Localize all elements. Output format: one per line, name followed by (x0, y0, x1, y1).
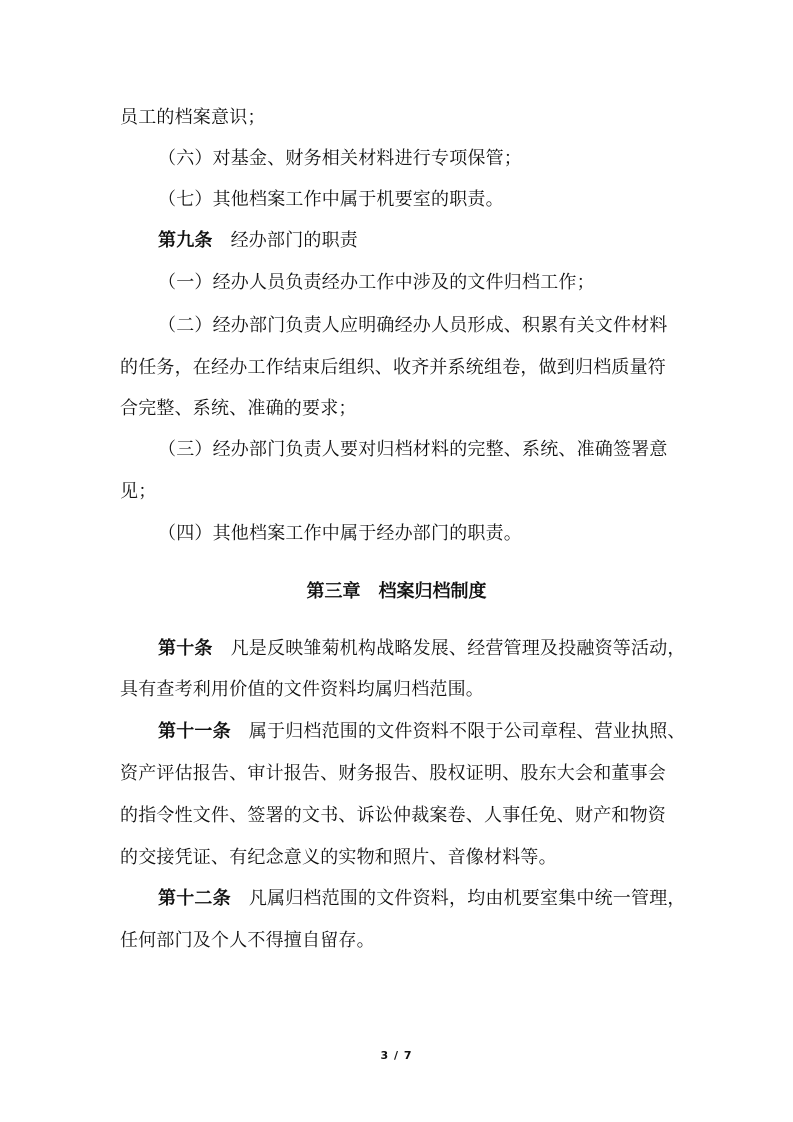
chapter-title: 档案归档制度 (378, 581, 487, 602)
article-text: 凡属归档范围的文件资料，均由机要室集中统一管理， (248, 888, 686, 909)
article-label: 第十一条 (158, 721, 231, 742)
paragraph-line: 的任务，在经办工作结束后组织、收齐并系统组卷，做到归档质量符 (120, 357, 666, 378)
paragraph-line: （四）其他档案工作中属于经办部门的职责。 (158, 523, 522, 544)
paragraph-line: 的指令性文件、签署的文书、诉讼仲裁案卷、人事任免、财产和物资 (120, 805, 666, 826)
paragraph-line: 合完整、系统、准确的要求； (120, 398, 357, 419)
article-12-line-1 (158, 887, 686, 911)
article-title: 经办部门的职责 (230, 230, 359, 251)
chapter-label: 第三章 (306, 581, 361, 602)
article-label: 第九条 (158, 230, 213, 251)
article-text: 属于归档范围的文件资料不限于公司章程、营业执照、 (248, 721, 686, 742)
paragraph-line: 具有查考利用价值的文件资料均属归档范围。 (120, 679, 484, 700)
paragraph-line: （一）经办人员负责经办工作中涉及的文件归档工作； (158, 272, 595, 293)
article-label: 第十条 (158, 638, 213, 659)
paragraph-line: （三）经办部门负责人要对归档材料的完整、系统、准确签署意 (158, 439, 668, 460)
page-number: 3 / 7 (380, 1049, 413, 1062)
chapter-heading (0, 580, 793, 604)
article-label: 第十二条 (158, 888, 231, 909)
article-9-heading (158, 229, 358, 253)
article-10-line-1 (158, 637, 686, 661)
paragraph-line: 资产评估报告、审计报告、财务报告、股权证明、股东大会和董事会 (120, 763, 666, 784)
paragraph-line: 任何部门及个人不得擅自留存。 (120, 930, 375, 951)
article-11-line-1 (158, 720, 686, 744)
paragraph-line: 的交接凭证、有纪念意义的实物和照片、音像材料等。 (120, 847, 557, 868)
article-text: 凡是反映雏菊机构战略发展、经营管理及投融资等活动， (230, 638, 686, 659)
paragraph-line: （六）对基金、财务相关材料进行专项保管； (158, 148, 522, 169)
paragraph-line: （二）经办部门负责人应明确经办人员形成、积累有关文件材料 (158, 315, 668, 336)
paragraph-line: 见； (120, 481, 157, 502)
paragraph-line: （七）其他档案工作中属于机要室的职责。 (158, 189, 504, 210)
paragraph-line: 员工的档案意识； (120, 107, 266, 128)
